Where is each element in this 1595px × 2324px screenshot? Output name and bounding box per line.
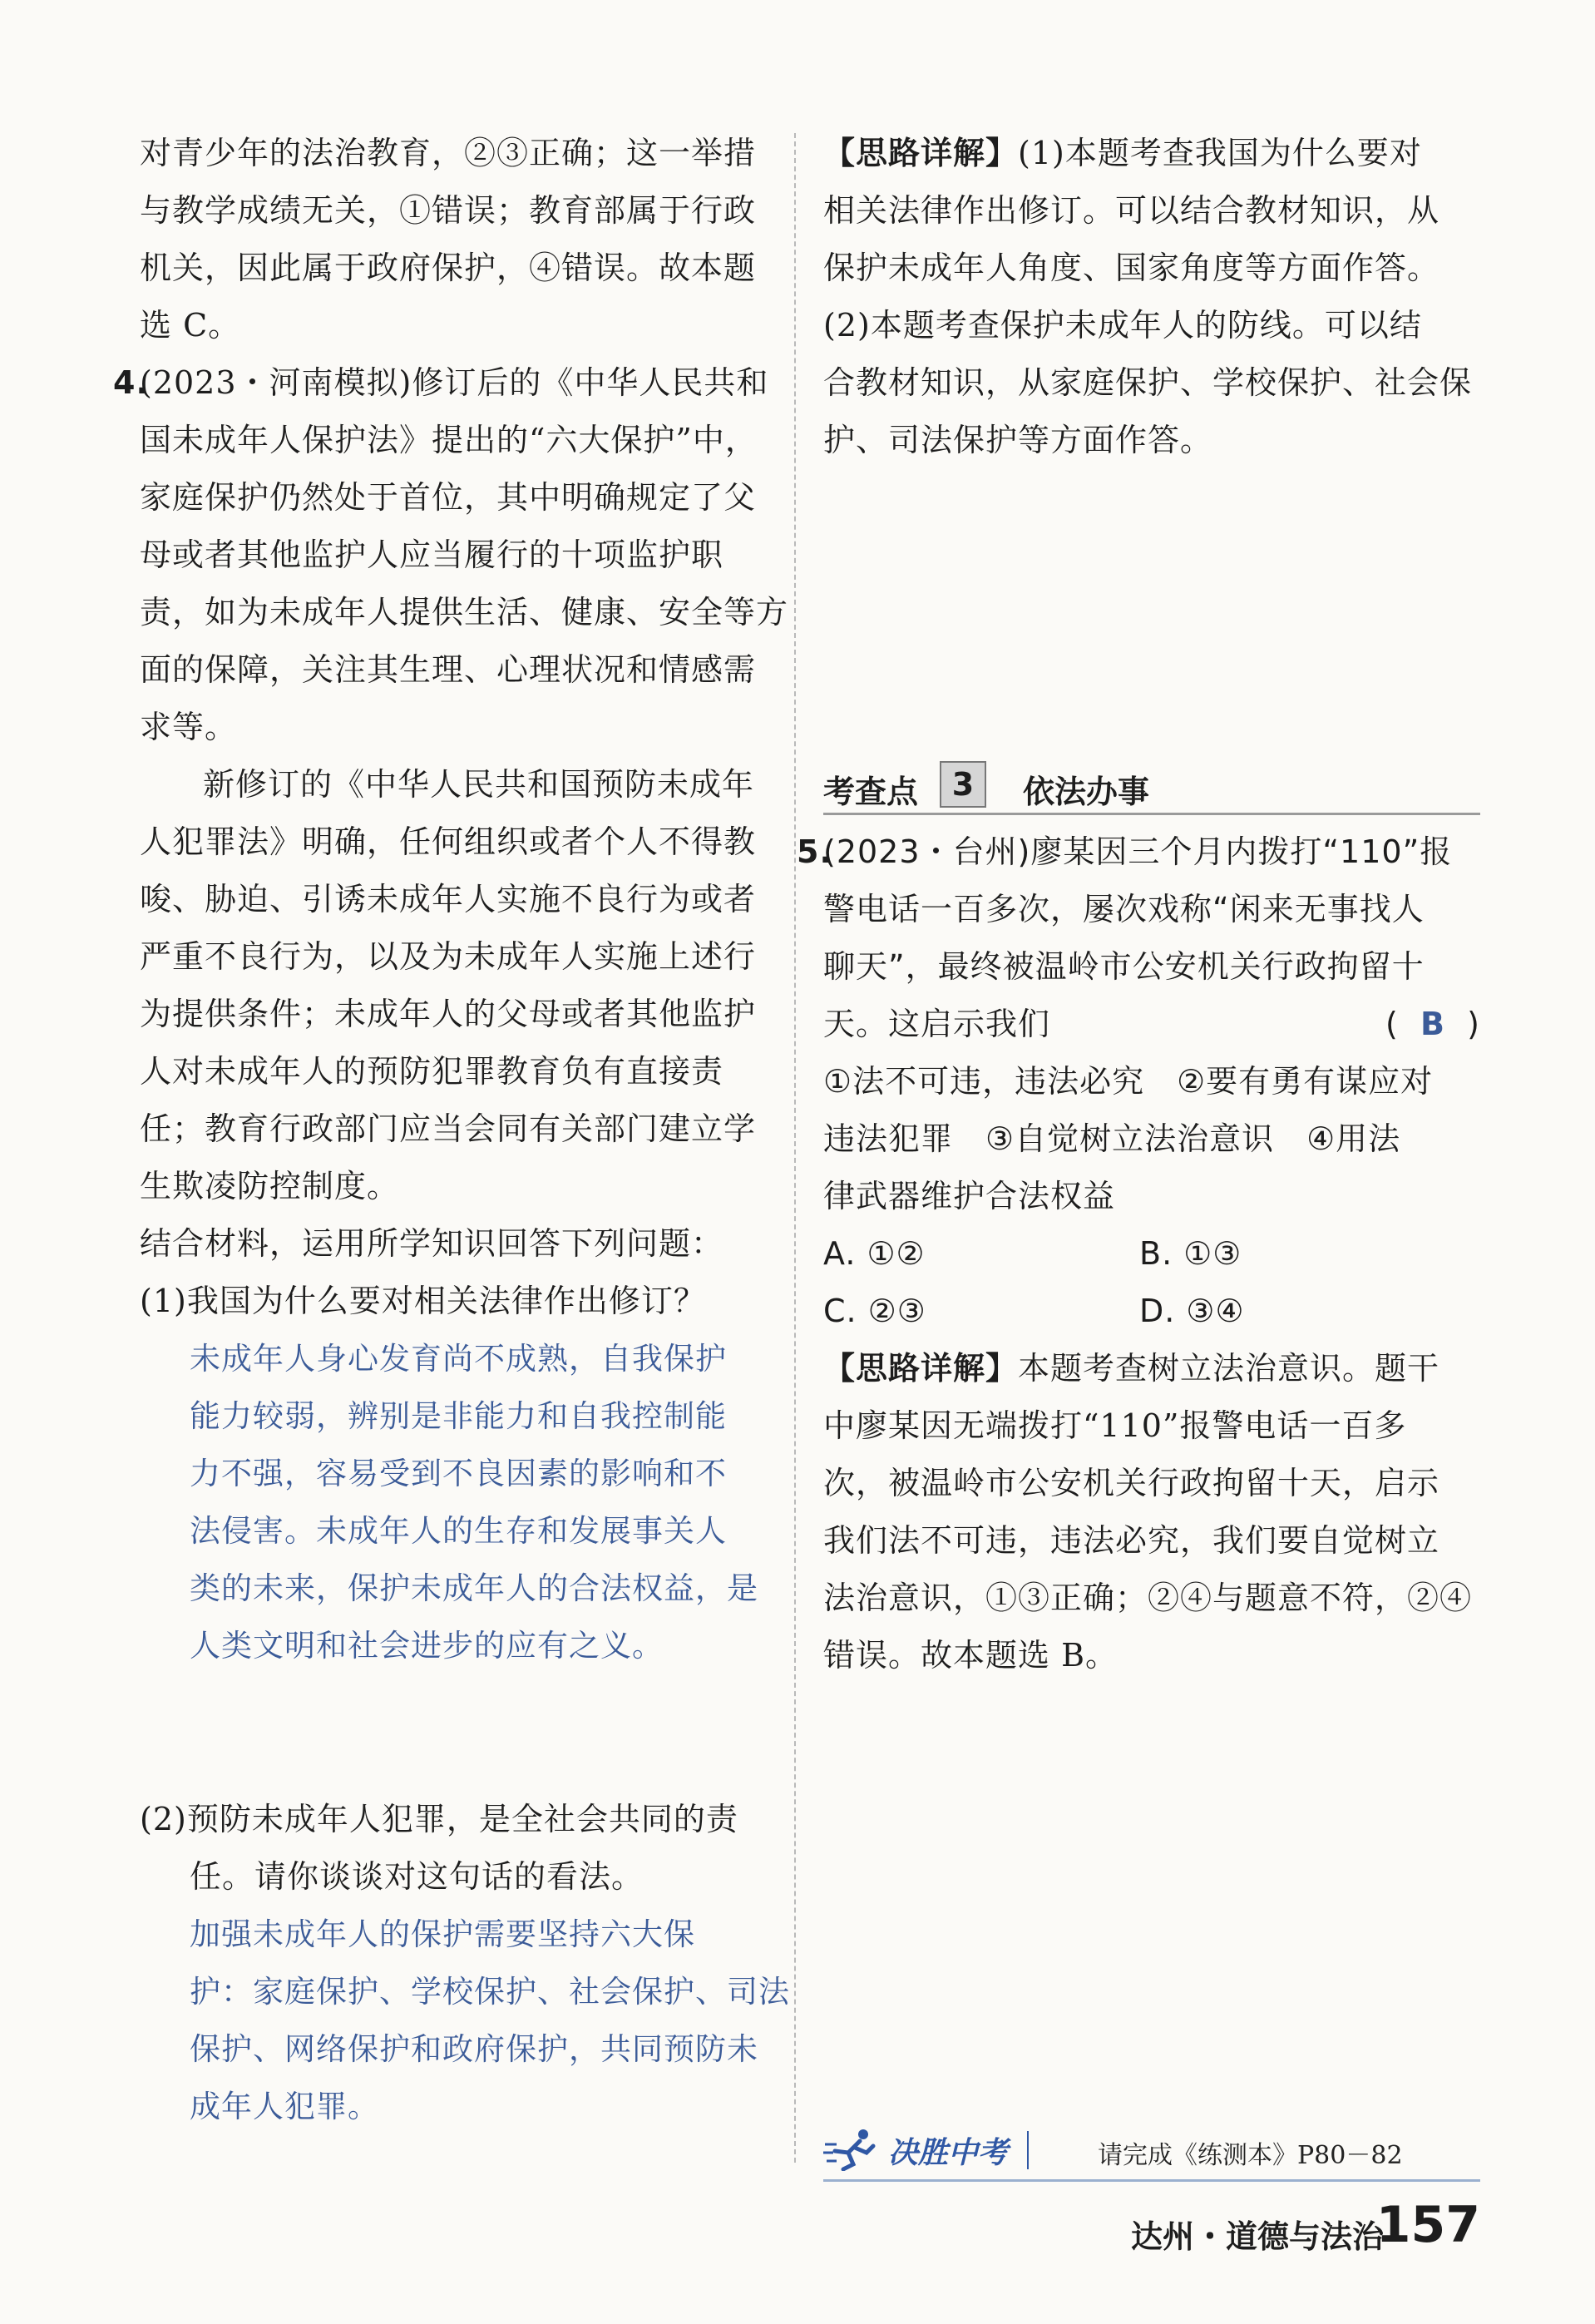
text-line: 错误。故本题选 B。	[823, 1637, 1118, 1674]
option-b: B. ①③	[1139, 1235, 1242, 1272]
section-label: 考查点	[823, 774, 919, 810]
text-line: 责，如为未成年人提供生活、健康、安全等方	[140, 594, 789, 630]
subject-label: 达州・道德与法治	[1131, 2218, 1385, 2255]
text-line: 母或者其他监护人应当履行的十项监护职	[140, 536, 724, 573]
text-line: 求等。	[140, 709, 238, 745]
question-5-line	[797, 823, 1480, 881]
answer-line: 加强未成年人的保护需要坚持六大保	[190, 1916, 695, 1952]
answer-line: 法侵害。未成年人的生存和发展事关人	[190, 1513, 727, 1549]
answer-line: 能力较弱，辨别是非能力和自我控制能	[190, 1398, 727, 1434]
right-column	[823, 125, 1480, 469]
answer-line: 人类文明和社会进步的应有之义。	[190, 1628, 664, 1664]
item-line: ①法不可违，违法必究 ②要有勇有谋应对	[823, 1063, 1434, 1100]
option-c: C. ②③	[823, 1293, 926, 1329]
analysis-text: 本题考查树立法治意识。题干	[1018, 1350, 1440, 1387]
item-line: 律武器维护合法权益	[823, 1178, 1116, 1214]
question-prompt: 结合材料，运用所学知识回答下列问题：	[140, 1225, 724, 1262]
text-line	[823, 996, 1480, 1053]
analysis-text: (1)本题考查我国为什么要对	[1018, 135, 1422, 171]
bracket-open: (	[1385, 1006, 1399, 1042]
text-line: 选 C。	[140, 307, 241, 344]
analysis-4-line	[823, 125, 1480, 182]
text-line: 新修订的《中华人民共和国预防未成年	[203, 766, 755, 803]
left-column	[113, 125, 790, 2135]
analysis-tag: 【思路详解】	[823, 1350, 1019, 1387]
section-number: 3	[940, 761, 986, 808]
answer-line: 护：家庭保护、学校保护、社会保护、司法	[190, 1974, 790, 2010]
workbook-reminder: 请完成《练测本》P80－82	[1098, 2141, 1403, 2170]
text-line: 国未成年人保护法》提出的“六大保护”中，	[140, 422, 758, 458]
text-line: 唆、胁迫、引诱未成年人实施不良行为或者	[140, 881, 757, 917]
brand-logo: 决胜中考	[888, 2136, 1009, 2170]
bracket-close: )	[1467, 1006, 1480, 1042]
question-number: 5.	[797, 833, 832, 870]
text-line: 人犯罪法》明确，任何组织或者个人不得教	[140, 823, 757, 860]
text-line: 次，被温岭市公安机关行政拘留十天，启示	[823, 1465, 1440, 1501]
answer-space	[140, 1674, 765, 1791]
question-5	[797, 823, 1480, 1684]
text-line: 家庭保护仍然处于首位，其中明确规定了父	[140, 479, 757, 516]
answer-line: 力不强，容易受到不良因素的影响和不	[190, 1456, 727, 1491]
page-footer	[1131, 2196, 1480, 2262]
answer-line: 未成年人身心发育尚不成熟，自我保护	[190, 1341, 727, 1377]
question-number: 4.	[113, 364, 149, 401]
text-line: 人对未成年人的预防犯罪教育负有直接责	[140, 1053, 724, 1090]
text-line: 为提供条件；未成年人的父母或者其他监护	[140, 996, 757, 1032]
sub-question-2-cont: 任。请你谈谈对这句话的看法。	[190, 1858, 644, 1895]
text-line: 严重不良行为，以及为未成年人实施上述行	[140, 938, 757, 975]
sub-question-1: (1)我国为什么要对相关法律作出修订？	[140, 1283, 706, 1319]
text-line: 警电话一百多次，屡次戏称“闲来无事找人	[823, 891, 1425, 927]
analysis-5-line	[823, 1340, 1480, 1397]
text-line: 面的保障，关注其生理、心理状况和情感需	[140, 651, 757, 688]
answer-line: 类的未来，保护未成年人的合法权益，是	[190, 1570, 758, 1606]
text-line: (2)本题考查保护未成年人的防线。可以结	[823, 307, 1422, 344]
text-line: 机关，因此属于政府保护，④错误。故本题	[140, 250, 757, 286]
text-line: 任；教育行政部门应当会同有关部门建立学	[140, 1110, 757, 1147]
options-row	[823, 1225, 1480, 1283]
answer-bracket	[1385, 996, 1480, 1053]
text-line: 中廖某因无端拨打“110”报警电话一百多	[823, 1407, 1407, 1444]
text-line: 生欺凌防控制度。	[140, 1168, 400, 1204]
analysis-tag: 【思路详解】	[823, 135, 1019, 171]
item-line: 违法犯罪 ③自觉树立法治意识 ④用法	[823, 1120, 1401, 1157]
text-line: 对青少年的法治教育，②③正确；这一举措	[140, 135, 757, 171]
running-figure-icon	[823, 2128, 881, 2171]
answer-line: 保护、网络保护和政府保护，共同预防未	[190, 2031, 758, 2067]
text-line: 我们法不可违，违法必究，我们要自觉树立	[823, 1522, 1440, 1559]
options-row	[823, 1283, 1480, 1340]
text-line: 护、司法保护等方面作答。	[823, 422, 1213, 458]
column-divider	[794, 133, 796, 2163]
page-number: 157	[1375, 2196, 1480, 2254]
question-4-line	[113, 354, 769, 412]
text-line: 相关法律作出修订。可以结合教材知识，从	[823, 192, 1440, 229]
question-text: (2023・河南模拟)修订后的《中华人民共和	[140, 364, 769, 401]
text-line: 保护未成年人角度、国家角度等方面作答。	[823, 250, 1440, 286]
question-text: 天。这启示我们	[823, 1006, 1051, 1042]
sub-question-2: (2)预防未成年人犯罪，是全社会共同的责	[140, 1801, 738, 1837]
footer-banner	[823, 2121, 1480, 2182]
option-d: D. ③④	[1139, 1293, 1245, 1329]
text-line: 聊天”，最终被温岭市公安机关行政拘留十	[823, 948, 1425, 985]
text-line: 合教材知识，从家庭保护、学校保护、社会保	[823, 364, 1473, 401]
section-title: 依法办事	[1023, 774, 1150, 810]
answer-choice: B	[1420, 1006, 1445, 1042]
answer-line: 成年人犯罪。	[190, 2089, 379, 2124]
footer-separator	[1027, 2131, 1029, 2169]
text-line: 与教学成绩无关，①错误；教育部属于行政	[140, 192, 757, 229]
section-header	[823, 761, 1480, 815]
question-text: (2023・台州)廖某因三个月内拨打“110”报	[823, 833, 1453, 870]
text-line: 法治意识，①③正确；②④与题意不符，②④	[823, 1580, 1473, 1616]
option-a: A. ①②	[823, 1235, 926, 1272]
